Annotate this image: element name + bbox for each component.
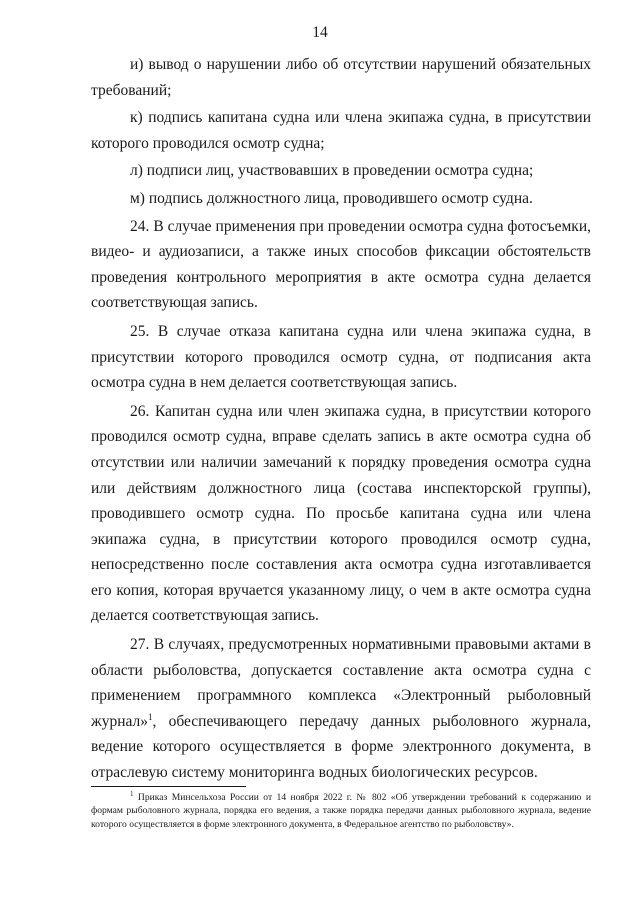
footnote-reference: 1: [148, 711, 153, 722]
paragraph-item-l: л) подписи лиц, участвовавших в проведении осмотра судна;: [130, 162, 534, 180]
footnote: [91, 791, 591, 831]
paragraph-26: 26. Капитан судна или член экипажа судна, в присутствии которого проводился осмотр судна, вправе сделать запись в акте осмотра судна об отсутствии или наличии замечаний к порядку проведения осмотра судна или действиям должностного лица (состава инспекторской группы), проводившего осмотр судна. По просьбе капитана судна или члена экипажа судна, в присутствии которого проводился осмотр судна, непосредственно после составления акта осмотра судна изготавливается его копия, которая вручается указанному лицу, о чем в акте осмотра судна делается соответствующая запись.: [91, 402, 591, 625]
footnote-mark: 1: [130, 789, 134, 798]
paragraph-27-text-end: , обеспечивающего передачу данных рыболовного журнала, ведение которого осуществляется в форме электронного документа, в отраслевую систему мониторинга водных биологических ресурсов.: [91, 712, 591, 782]
paragraph-27-text-start: 27. В случаях, предусмотренных нормативными правовыми актами в области рыболовства, допускается составление акта осмотра судна с применением программного комплекса «Электронный рыболовный журнал»: [91, 636, 591, 730]
document-body: [91, 52, 591, 789]
paragraph-24: 24. В случае применения при проведении осмотра судна фотосъемки, видео- и аудиозаписи, а также иных способов фиксации обстоятельств проведения контрольного мероприятия в акте осмотра судна делается соответствующая запись.: [91, 217, 591, 312]
paragraph-25: 25. В случае отказа капитана судна или члена экипажа судна, в присутствии которого проводился осмотр судна, от подписания акта осмотра судна в нем делается соответствующая запись.: [91, 322, 591, 392]
paragraph-item-m: м) подпись должностного лица, проводившего осмотр судна.: [130, 189, 533, 207]
paragraph-27: [91, 632, 591, 786]
page-number: 14: [312, 24, 328, 41]
paragraph-item-i: и) вывод о нарушении либо об отсутствии нарушений обязательных требований;: [91, 56, 591, 99]
paragraph-item-k: к) подпись капитана судна или члена экипажа судна, в присутствии которого проводился осмотр судна;: [91, 109, 591, 152]
footnote-separator: [91, 786, 246, 787]
footnote-text: Приказ Минсельхоза России от 14 ноября 2022 г. № 802 «Об утверждении требований к содержанию и формам рыболовного журнала, порядка его ведения, а также порядка передачи данных рыболовного журнала, ведение которого осуществляется в форме электронного документа, в Федеральное агентство по рыболовству».: [91, 792, 591, 830]
